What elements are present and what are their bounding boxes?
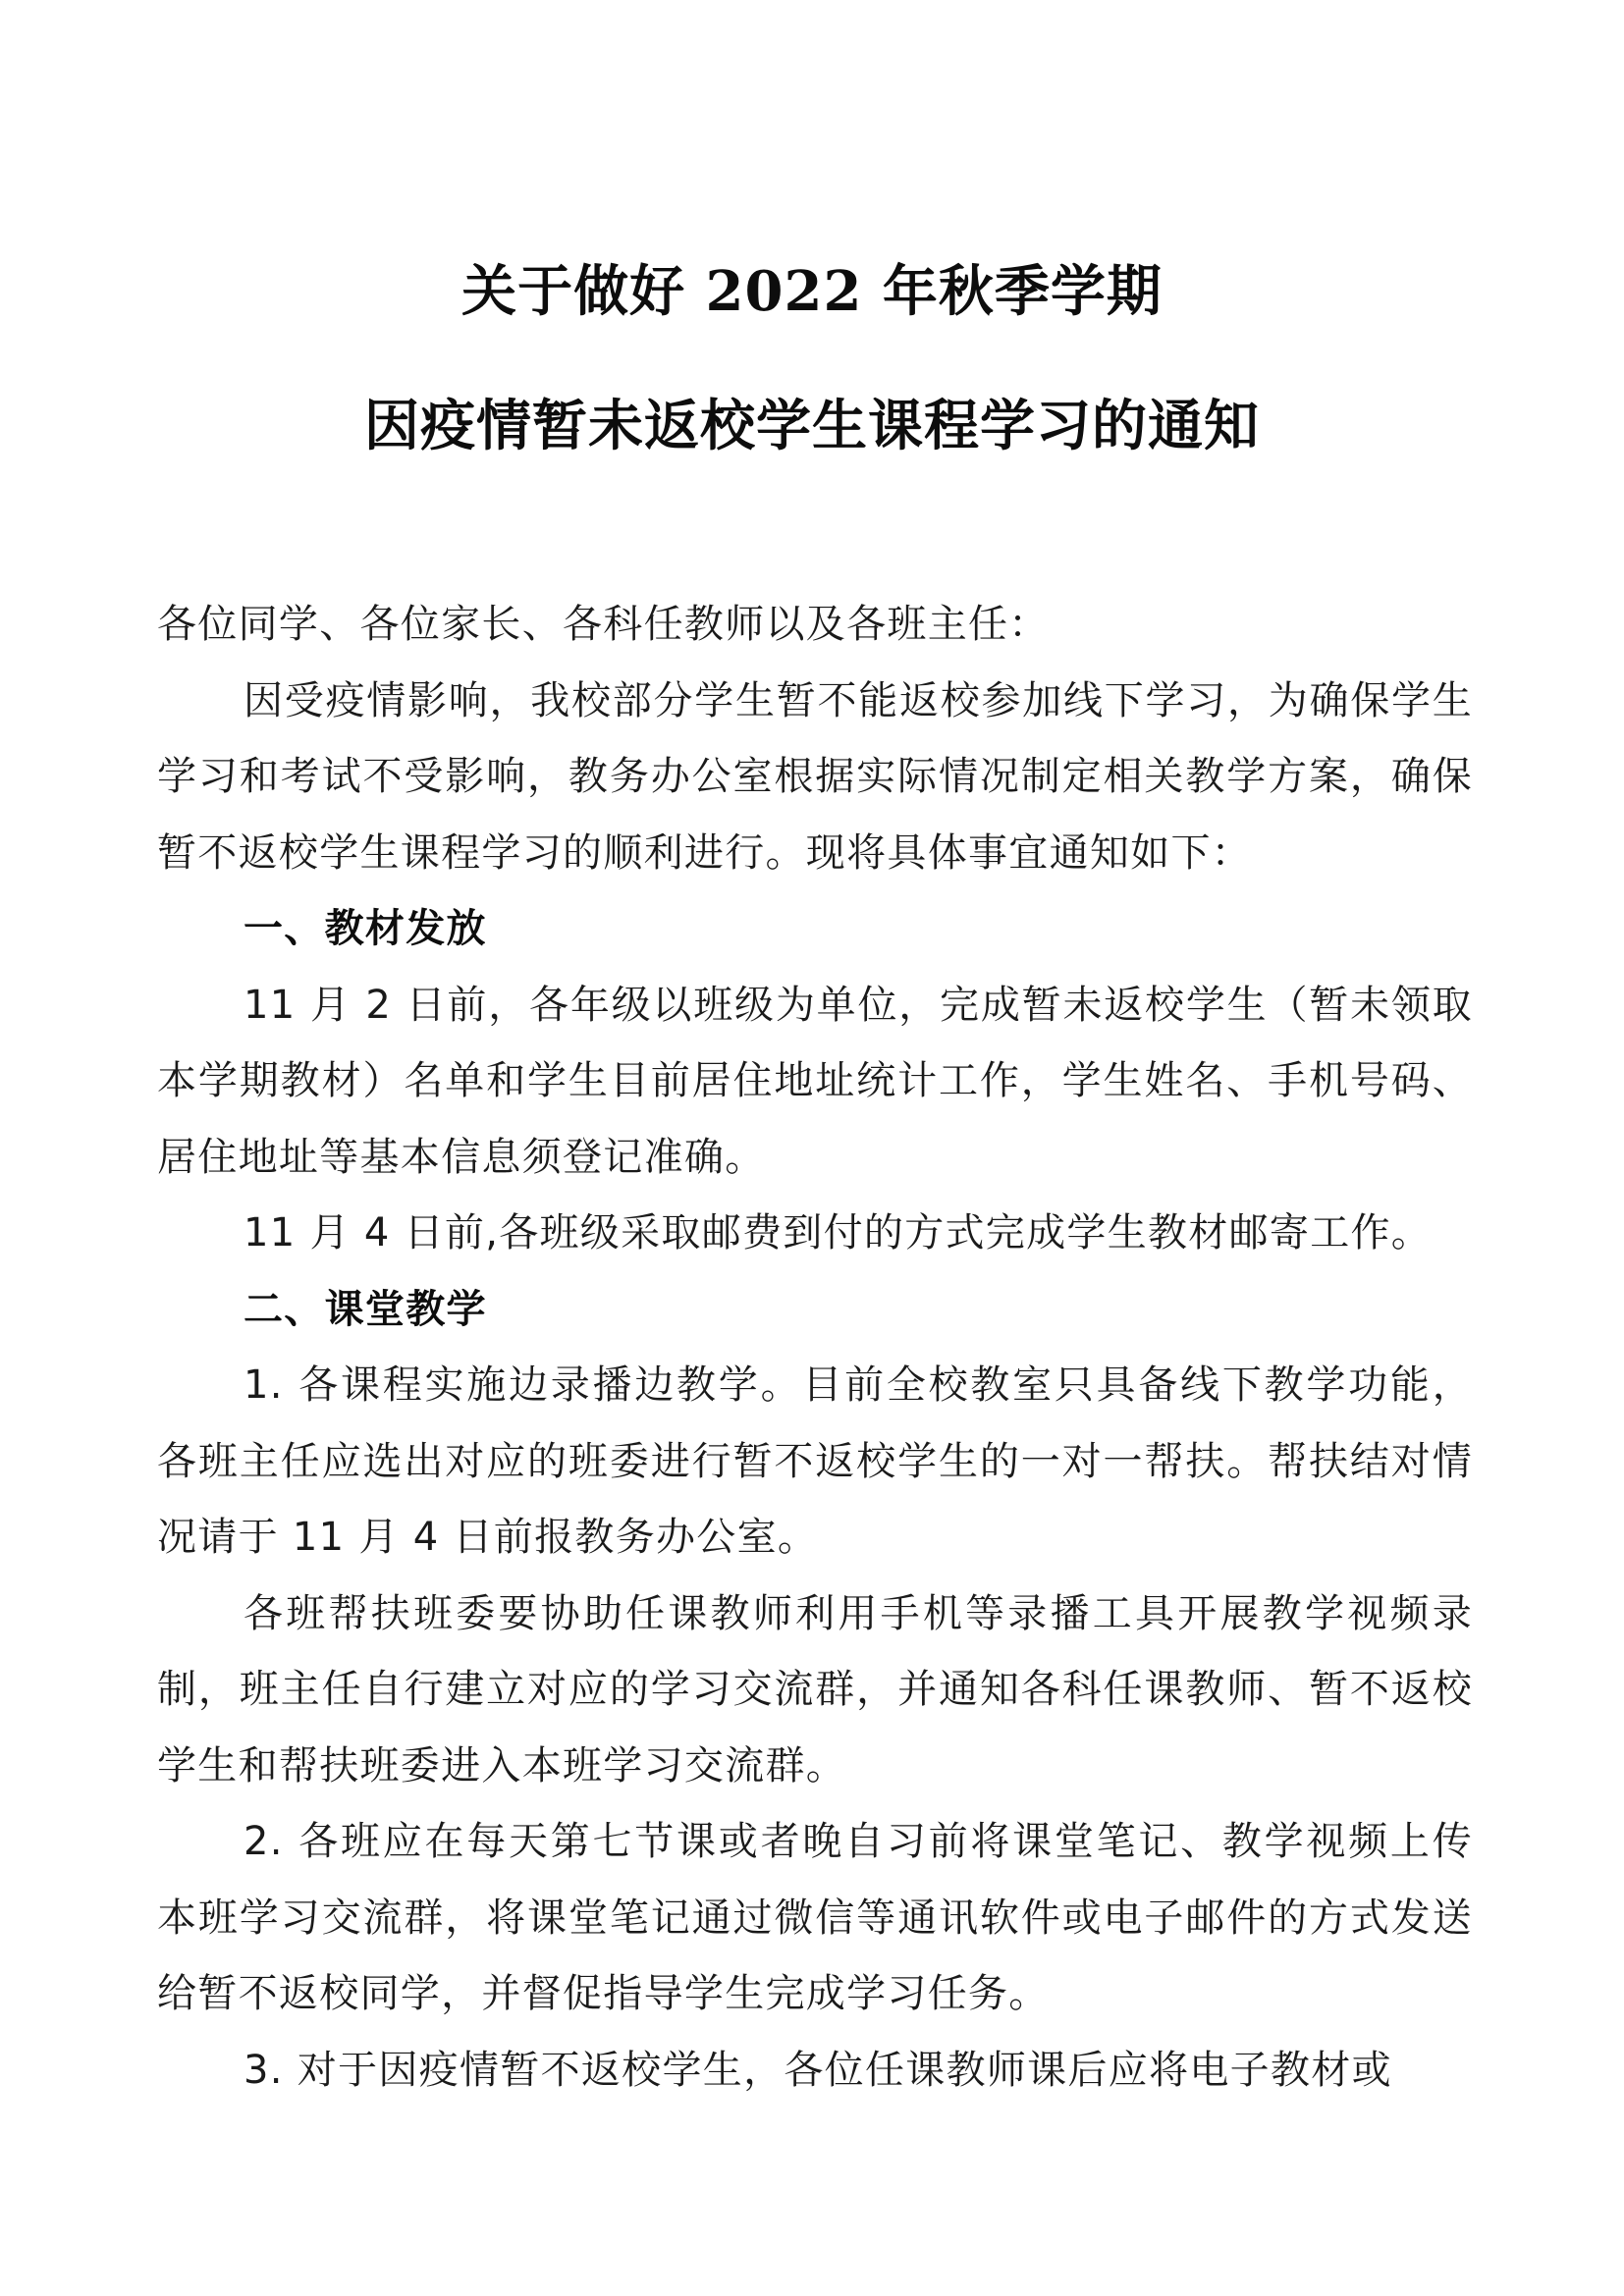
classroom-paragraph-4: 3. 对于因疫情暂不返校学生，各位任课教师课后应将电子教材或	[244, 2047, 1392, 2093]
salutation: 各位同学、各位家长、各科任教师以及各班主任：	[157, 602, 1050, 647]
document-title-line-1: 关于做好 2022 年秋季学期	[461, 259, 1163, 324]
section-heading-textbooks: 一、教材发放	[244, 906, 487, 951]
classroom-paragraph-3: 2. 各班应在每天第七节课或者晚自习前将课堂笔记、教学视频上传本班学习交流群，将课堂笔记通过微信等通讯软件或电子邮件的方式发送给暂不返校同学，并督促指导学生完成学习任务。	[157, 1819, 1473, 2016]
classroom-paragraph-2: 各班帮扶班委要协助任课教师利用手机等录播工具开展教学视频录制，班主任自行建立对应的学习交流群，并通知各科任课教师、暂不返校学生和帮扶班委进入本班学习交流群。	[157, 1590, 1473, 1789]
classroom-paragraph-1: 1. 各课程实施边录播边教学。目前全校教室只具备线下教学功能，各班主任应选出对应的班委进行暂不返校学生的一对一帮扶。帮扶结对情况请于 11 月 4 日前报教务办公室。	[157, 1362, 1473, 1560]
textbooks-paragraph-1: 11 月 2 日前，各年级以班级为单位，完成暂未返校学生（暂未领取本学期教材）名单和学生目前居住地址统计工作，学生姓名、手机号码、居住地址等基本信息须登记准确。	[157, 982, 1473, 1180]
intro-paragraph: 因受疫情影响，我校部分学生暂不能返校参加线下学习，为确保学生学习和考试不受影响，教务办公室根据实际情况制定相关教学方案，确保暂不返校学生课程学习的顺利进行。现将具体事宜通知如下：	[157, 677, 1473, 876]
section-heading-classroom: 二、课堂教学	[244, 1286, 487, 1332]
document-title-line-2: 因疫情暂未返校学生课程学习的通知	[364, 394, 1260, 458]
document-body	[157, 587, 1473, 2109]
textbooks-paragraph-2: 11 月 4 日前,各班级采取邮费到付的方式完成学生教材邮寄工作。	[244, 1210, 1433, 1255]
